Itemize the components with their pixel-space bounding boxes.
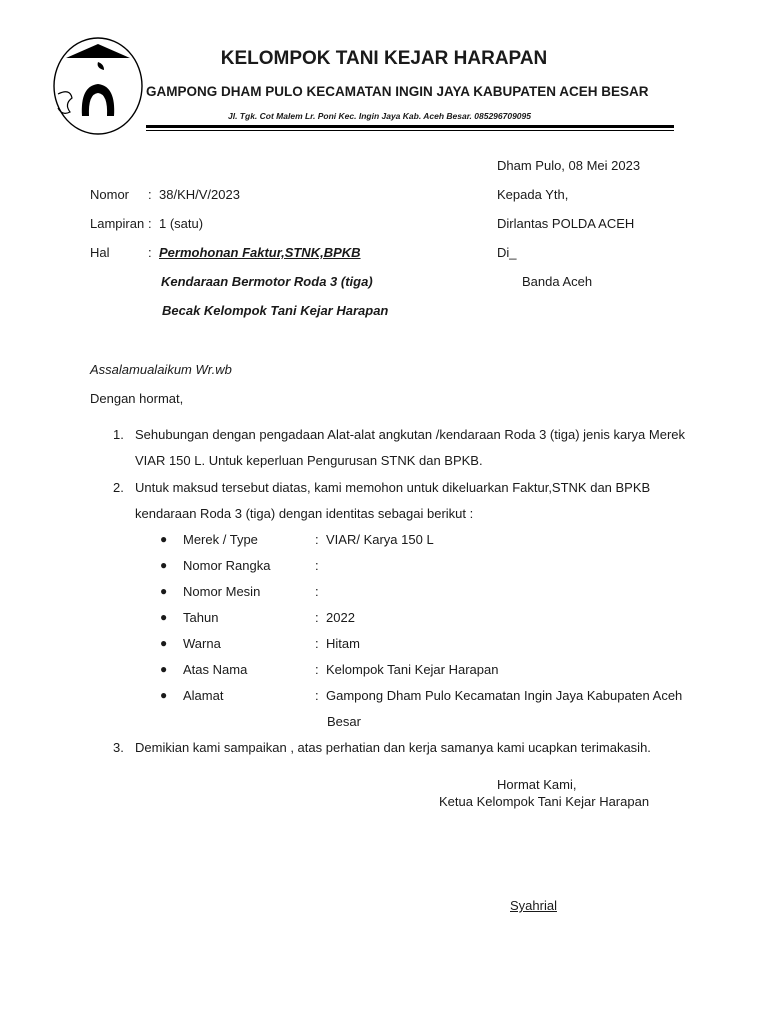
detail-label: Alamat: [183, 688, 224, 703]
organization-address: Jl. Tgk. Cot Malem Lr. Poni Kec. Ingin Jaya Kab. Aceh Besar. 085296709095: [228, 111, 531, 121]
hal-colon: :: [148, 245, 152, 260]
nomor-value: 38/KH/V/2023: [159, 187, 240, 202]
item-text-line: VIAR 150 L. Untuk keperluan Pengurusan STNK dan BPKB.: [135, 453, 483, 468]
detail-colon: :: [315, 636, 319, 651]
item-text-line: Untuk maksud tersebut diatas, kami memohon untuk dikeluarkan Faktur,STNK dan BPKB: [135, 480, 651, 495]
recipient-line3: Di_: [497, 245, 517, 260]
detail-colon: :: [315, 532, 319, 547]
salam: Assalamualaikum Wr.wb: [90, 362, 232, 377]
letterhead-divider-thin: [146, 130, 674, 131]
bullet-icon: ●: [160, 662, 168, 676]
item-number: 3.: [113, 740, 124, 755]
hal-subject-line3: Becak Kelompok Tani Kejar Harapan: [162, 303, 389, 318]
item-number: 2.: [113, 480, 124, 495]
detail-colon: :: [315, 610, 319, 625]
item-text-line: kendaraan Roda 3 (tiga) dengan identitas sebagai berikut :: [135, 506, 474, 521]
signatory-name: Syahrial: [510, 898, 557, 913]
lampiran-value: 1 (satu): [159, 216, 204, 231]
bullet-icon: ●: [160, 610, 168, 624]
bullet-icon: ●: [160, 688, 168, 702]
recipient-line2: Dirlantas POLDA ACEH: [497, 216, 635, 231]
lampiran-label: Lampiran: [90, 216, 145, 231]
detail-label: Nomor Rangka: [183, 558, 271, 573]
hal-subject-line2: Kendaraan Bermotor Roda 3 (tiga): [161, 274, 373, 289]
detail-label: Tahun: [183, 610, 219, 625]
place-date: Dham Pulo, 08 Mei 2023: [497, 158, 641, 173]
item-text-line: Demikian kami sampaikan , atas perhatian dan kerja samanya kami ucapkan terimakasih.: [135, 740, 651, 755]
nomor-colon: :: [148, 187, 152, 202]
detail-colon: :: [315, 688, 319, 703]
detail-value: Kelompok Tani Kejar Harapan: [326, 662, 499, 677]
detail-value: 2022: [326, 610, 355, 625]
item-number: 1.: [113, 427, 124, 442]
hal-label: Hal: [90, 245, 110, 260]
detail-label: Nomor Mesin: [183, 584, 261, 599]
detail-label: Merek / Type: [183, 532, 258, 547]
detail-value: Gampong Dham Pulo Kecamatan Ingin Jaya Kabupaten Aceh: [326, 688, 683, 703]
bullet-icon: ●: [160, 558, 168, 572]
item-text-line: Sehubungan dengan pengadaan Alat-alat angkutan /kendaraan Roda 3 (tiga) jenis karya Merek: [135, 427, 686, 442]
detail-label: Atas Nama: [183, 662, 248, 677]
detail-label: Warna: [183, 636, 221, 651]
hal-subject-line1: Permohonan Faktur,STNK,BPKB: [159, 245, 361, 260]
detail-colon: :: [315, 584, 319, 599]
greeting: Dengan hormat,: [90, 391, 184, 406]
detail-colon: :: [315, 558, 319, 573]
closing-regards: Hormat Kami,: [497, 777, 577, 792]
bullet-icon: ●: [160, 584, 168, 598]
signatory-position: Ketua Kelompok Tani Kejar Harapan: [439, 794, 650, 809]
organization-name: KELOMPOK TANI KEJAR HARAPAN: [220, 48, 548, 69]
letterhead-divider-thick: [146, 125, 674, 128]
recipient-line1: Kepada Yth,: [497, 187, 569, 202]
recipient-line4: Banda Aceh: [522, 274, 593, 289]
detail-value: Hitam: [326, 636, 360, 651]
bullet-icon: ●: [160, 532, 168, 546]
nomor-label: Nomor: [90, 187, 130, 202]
detail-value-continuation: Besar: [327, 714, 361, 729]
organization-location: GAMPONG DHAM PULO KECAMATAN INGIN JAYA KABUPATEN ACEH BESAR: [146, 84, 649, 99]
bullet-icon: ●: [160, 636, 168, 650]
lampiran-colon: :: [148, 216, 152, 231]
detail-colon: :: [315, 662, 319, 677]
detail-value: VIAR/ Karya 150 L: [326, 532, 434, 547]
